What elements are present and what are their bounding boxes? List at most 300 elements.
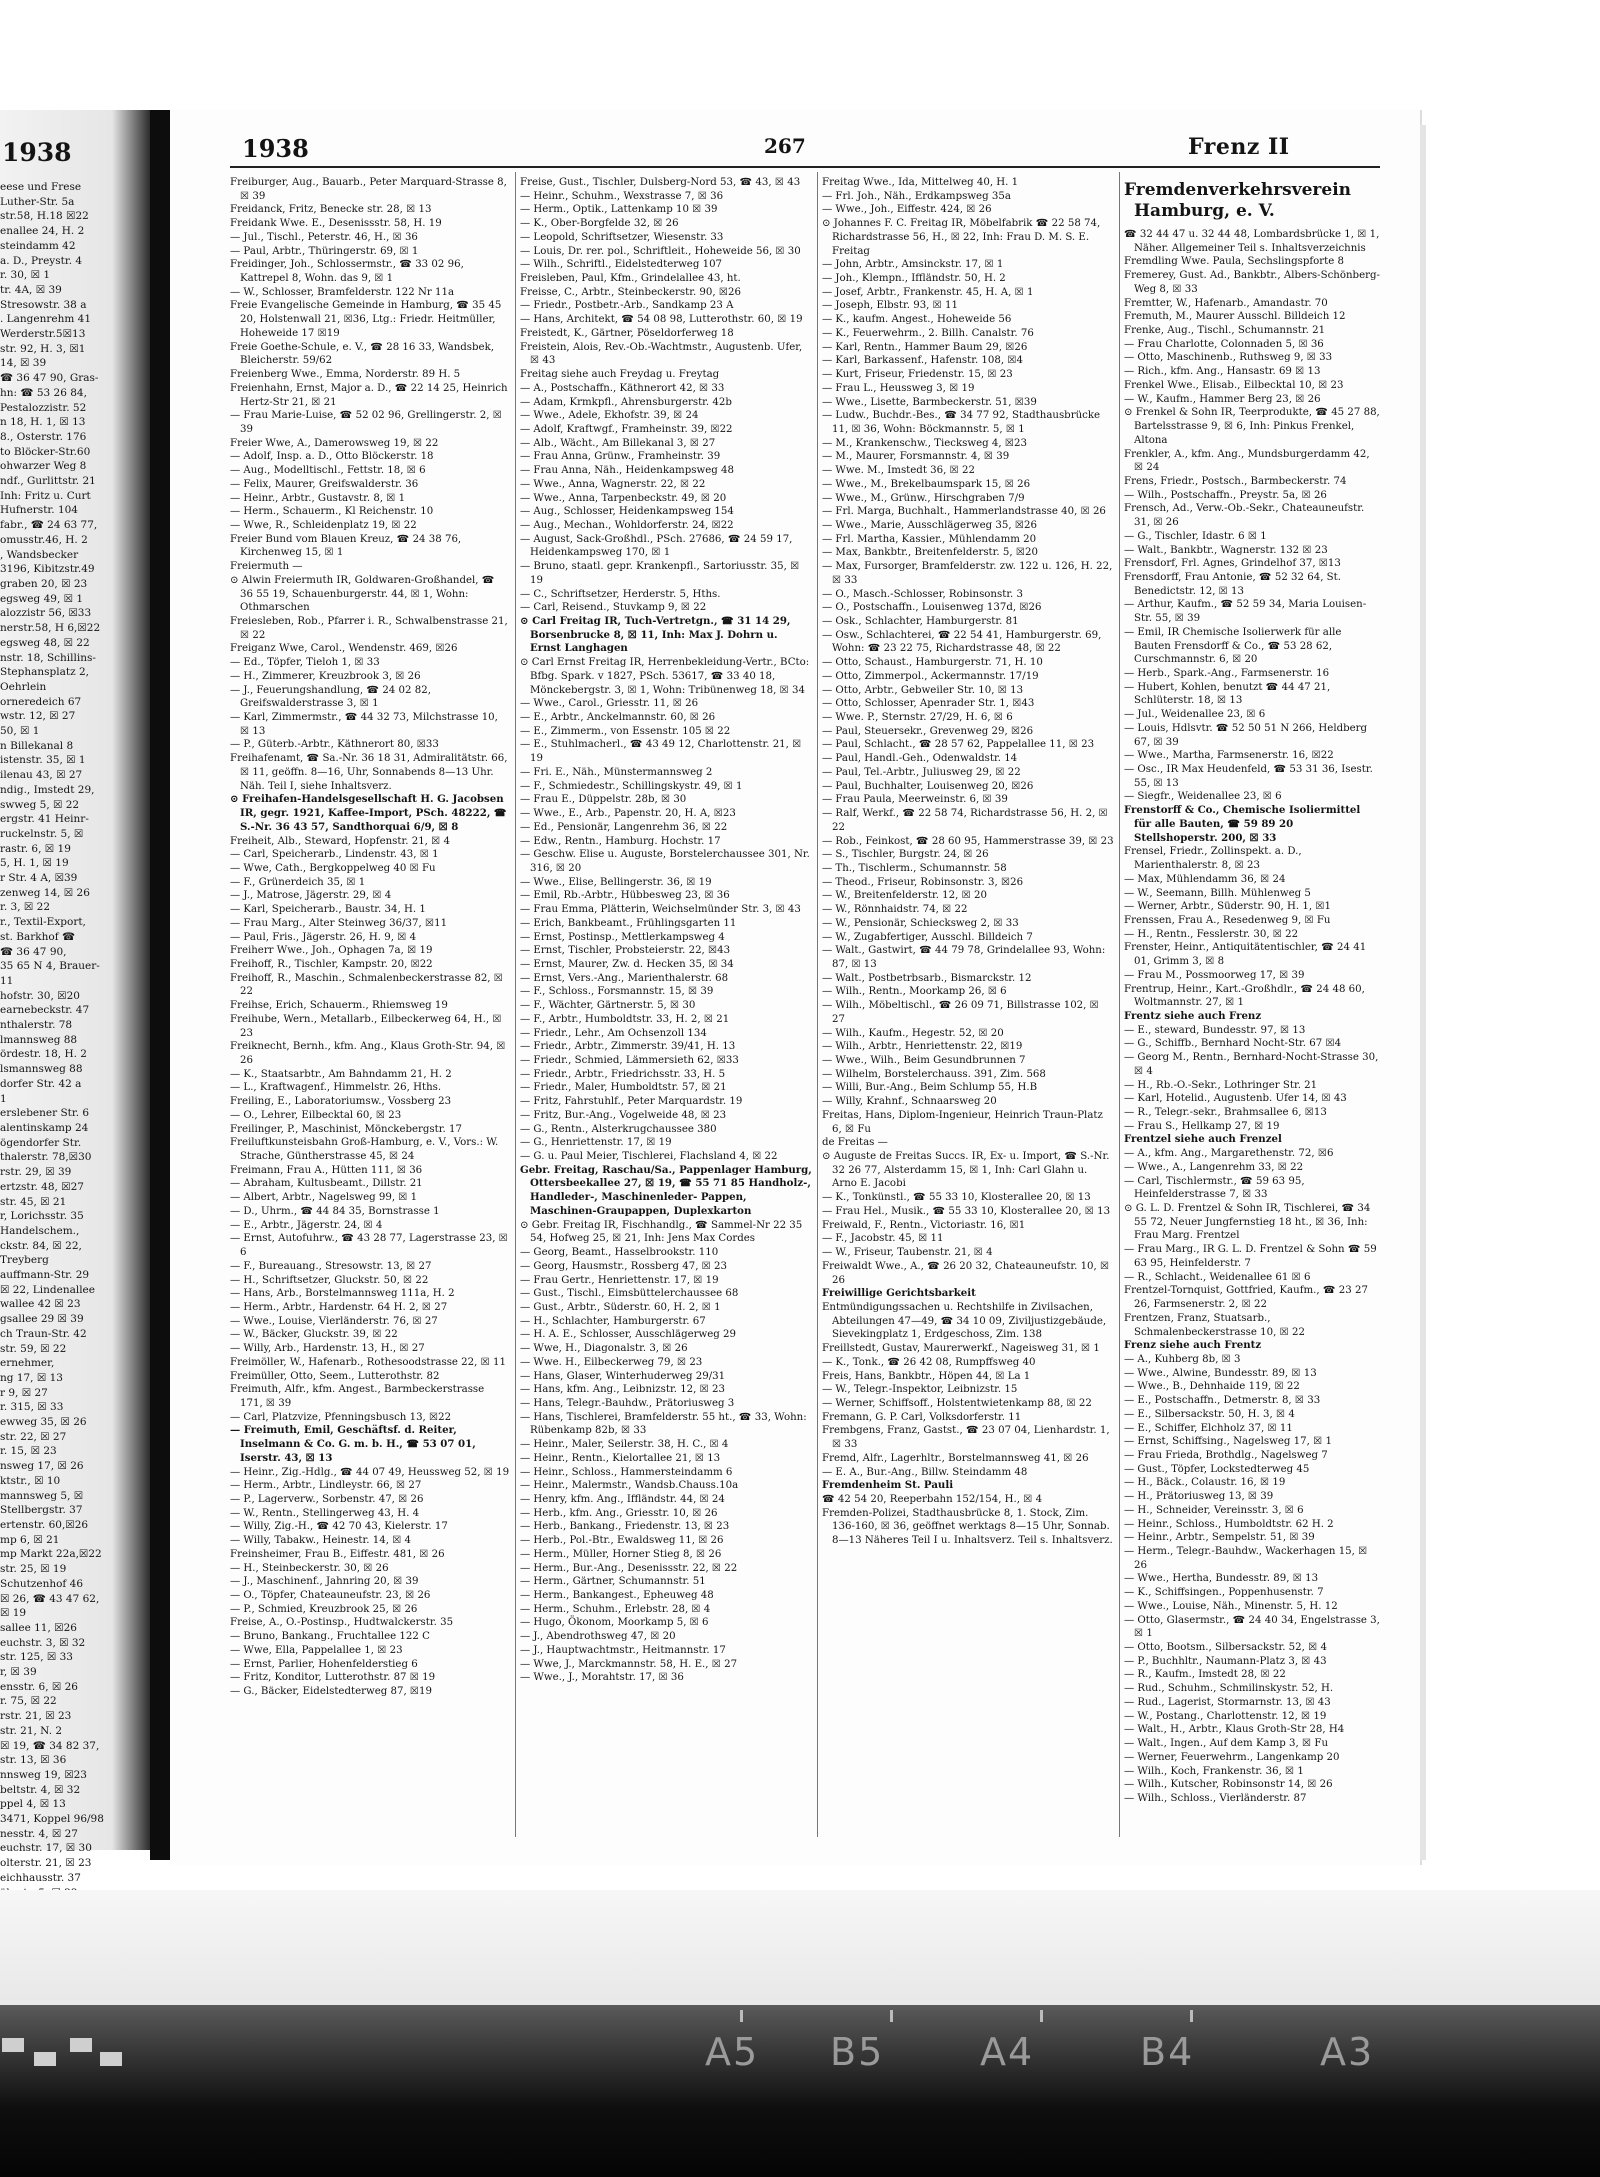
directory-entry: — Louis, Hdlsvtr. ☎ 52 50 51 N 266, Heldberg 67, ☒ 39 (1124, 722, 1368, 748)
directory-entry: Freise, A., O.-Postinsp., Hudtwalckerstr. 35 (230, 1617, 454, 1629)
directory-entry: — Hans, Tischlerei, Bramfelderstr. 55 ht., ☎ 33, Wohn: Rübenkamp 82b, ☒ 33 (520, 1411, 807, 1437)
directory-entry: Freimuth, Alfr., kfm. Angest., Barmbeckerstrasse 171, ☒ 39 (230, 1384, 485, 1409)
directory-entry: Fremd, Alfr., Lagerhltr., Borstelmannsweg 41, ☒ 26 (822, 1452, 1089, 1464)
left-page-line: str. 13, ☒ 36 (0, 1754, 67, 1767)
directory-entry: — Max, Mühlendamm 36, ☒ 24 (1124, 873, 1286, 885)
left-page-line: 11 (0, 974, 14, 987)
directory-entry: — H., Prätoriusweg 13, ☒ 39 (1124, 1491, 1274, 1503)
directory-entry: — Josef, Arbtr., Frankenstr. 45, H. A, ☒ 1 (822, 286, 1034, 298)
left-page-line: graben 20, ☒ 23 (0, 577, 88, 590)
directory-entry: Freidanck, Fritz, Benecke str. 28, ☒ 13 (230, 204, 432, 216)
left-page-line: lmannsweg 88 (0, 1033, 78, 1046)
directory-entry: — E., steward, Bundesstr. 97, ☒ 13 (1124, 1024, 1306, 1036)
left-page-line: Hufnerstr. 104 (0, 504, 78, 517)
column-divider (515, 172, 516, 1837)
directory-entry: — Herb., Spark.-Ang., Farmsenerstr. 16 (1124, 668, 1330, 679)
directory-entry: — G., Schiffb., Bernhard Nocht-Str. 67 ☒4 (1124, 1038, 1342, 1050)
directory-entry: Freienhahn, Ernst, Major a. D., ☎ 22 14 25, Heinrich Hertz-Str 21, ☒ 21 (230, 382, 508, 408)
directory-entry: ☎ 32 44 47 u. 32 44 48, Lombardsbrücke 1, ☒ 1, Näher. Allgemeiner Teil s. Inhaltsverzeichnis (1124, 229, 1380, 254)
page-year: 1938 (242, 134, 309, 163)
left-page-line: ppel 4, ☒ 13 (0, 1798, 66, 1811)
directory-entry: Freiling, E., Laboratoriumsw., Vossberg 23 (230, 1096, 452, 1108)
directory-entry: — Hubert, Kohlen, benutzt ☎ 44 47 21, Schlüterstr. 18, ☒ 13 (1124, 681, 1331, 707)
directory-entry: Freier Bund vom Blauen Kreuz, ☎ 24 38 76, Kirchenweg 15, ☒ 1 (230, 533, 462, 559)
directory-entry: Freisleben, Paul, Kfm., Grindelallee 43, ht. (520, 273, 741, 285)
left-page-line: ernehmer, (0, 1357, 55, 1370)
directory-entry: Frenkel Wwe., Elisab., Eilbecktal 10, ☒ 23 (1124, 379, 1344, 391)
directory-entry: — Otto, Arbtr., Gebweiler Str. 10, ☒ 13 (822, 684, 1024, 696)
directory-entry: — P., Buchhltr., Naumann-Platz 3, ☒ 43 (1124, 1655, 1327, 1667)
directory-entry: Freiwillige Gerichtsbarkeit (822, 1287, 976, 1300)
directory-entry: — Ernst, Autofuhrw., ☎ 43 28 77, Lagerstrasse 23, ☒ 6 (230, 1233, 508, 1259)
directory-entry: — Walt., Ingen., Auf dem Kamp 3, ☒ Fu (1124, 1738, 1329, 1750)
directory-entry: Freihube, Wern., Metallarb., Eilbeckerweg 64, H., ☒ 23 (230, 1013, 502, 1039)
directory-entry: — Paul, Steuersekr., Grevenweg 29, ☒26 (822, 725, 1034, 737)
left-page-line: rstr. 29, ☒ 39 (0, 1166, 72, 1179)
directory-entry: — Paul, Tel.-Arbtr., Juliusweg 29, ☒ 22 (822, 766, 1021, 778)
left-page-line: Schutzenhof 46 (0, 1577, 83, 1590)
directory-entry: — W., Schlosser, Bramfelderstr. 122 Nr 11a (230, 286, 455, 298)
left-page-line: orneredeich 67 (0, 695, 82, 708)
left-page-line: gsallee 29 ☒ 39 (0, 1313, 84, 1326)
directory-entry: — Otto, Bootsm., Silbersackstr. 52, ☒ 4 (1124, 1642, 1327, 1654)
left-page-line: thalerstr. 78,☒30 (0, 1151, 92, 1164)
directory-entry: — O., Postschaffn., Louisenweg 137d, ☒26 (822, 602, 1042, 614)
directory-entry: — Heinr., Rentn., Kielortallee 21, ☒ 13 (520, 1452, 721, 1464)
directory-entry: — K., Tonkünstl., ☎ 55 33 10, Klosterallee 20, ☒ 13 (822, 1192, 1091, 1204)
directory-entry: — Adolf, Kraftwgf., Framheinstr. 39, ☒22 (520, 423, 733, 435)
directory-entry: — Wwe., Alwine, Bundesstr. 89, ☒ 13 (1124, 1367, 1317, 1379)
left-page-line: Stresowstr. 38 a (0, 298, 87, 311)
directory-entry: — K., Staatsarbtr., Am Bahndamm 21, H. 2 (230, 1068, 452, 1080)
left-page-line: r., Textil-Export, (0, 916, 86, 929)
directory-entry: — Heinr., Schloss., Hammersteindamm 6 (520, 1466, 733, 1478)
directory-entry: — Henry, kfm. Ang., Iffländstr. 44, ☒ 24 (520, 1494, 725, 1505)
directory-entry: — Heinr., Arbtr., Sempelstr. 51, ☒ 39 (1124, 1532, 1315, 1544)
directory-entry: — Friedr., Schmied, Lämmersieth 62, ☒33 (520, 1055, 739, 1066)
directory-entry: — Herm., Schauerm., Kl Reichenstr. 10 (230, 506, 434, 518)
directory-entry: — Herm., Telegr.-Bauhdw., Wackerhagen 15, ☒ 26 (1124, 1546, 1368, 1571)
directory-entry: — Friedr., Arbtr., Friedrichsstr. 33, H. 5 (520, 1068, 726, 1080)
directory-entry: — Carl, Tischlermstr., ☎ 59 63 95, Heinfelderstrasse 7, ☒ 33 (1124, 1175, 1305, 1201)
directory-entry: — Herm., Optik., Lattenkamp 10 ☒ 39 (520, 204, 718, 216)
directory-entry: Freimöller, W., Hafenarb., Rothesoodstrasse 22, ☒ 11 (230, 1356, 506, 1368)
directory-entry: — Otto, Maschinenb., Ruthsweg 9, ☒ 33 (1124, 352, 1333, 364)
directory-entry: — Frau Gertr., Henriettenstr. 17, ☒ 19 (520, 1274, 719, 1286)
directory-entry: — Willy, Arb., Hardenstr. 13, H., ☒ 27 (230, 1343, 425, 1355)
directory-entry: — K., kaufm. Angest., Hoheweide 56 (822, 314, 1012, 326)
left-page-line: nsweg 17, ☒ 26 (0, 1460, 84, 1473)
left-page-line: n Billekanal 8 (0, 739, 74, 752)
directory-entry: Freiganz Wwe, Carol., Wendenstr. 469, ☒26 (230, 643, 458, 655)
directory-entry: — F., Bureauang., Stresowstr. 13, ☒ 27 (230, 1260, 432, 1272)
left-page-line: ☒ 22, Lindenallee (0, 1283, 95, 1296)
directory-entry: — Frau M., Possmoorweg 17, ☒ 39 (1124, 969, 1305, 981)
left-page-line: wallee 42 ☒ 23 (0, 1298, 81, 1311)
left-page-line: mp Markt 22a,☒22 (0, 1548, 102, 1561)
left-page-line: 35 65 N 4, Brauer- (0, 960, 100, 973)
directory-entry: — Frau Hel., Musik., ☎ 55 33 10, Klosterallee 20, ☒ 13 (822, 1205, 1111, 1217)
directory-entry: Fremerey, Gust. Ad., Bankbtr., Albers-Schönberg-Weg 8, ☒ 33 (1124, 270, 1380, 295)
directory-entry: — F., Wächter, Gärtnerstr. 5, ☒ 30 (520, 1000, 696, 1012)
directory-entry: — Joseph, Elbstr. 93, ☒ 11 (822, 300, 958, 312)
left-page-line: hofstr. 30, ☒20 (0, 989, 80, 1002)
left-page-line: Inh: Fritz u. Curt (0, 489, 91, 502)
left-page-line: alozzistr 56, ☒33 (0, 607, 92, 620)
directory-entry: — P., Lagerverw., Sorbenstr. 47, ☒ 26 (230, 1494, 424, 1505)
directory-entry: — Wilh., Rentn., Moorkamp 26, ☒ 6 (822, 986, 1007, 998)
directory-entry: ⊙ Alwin Freiermuth IR, Goldwaren-Großhandel, ☎ 36 55 19, Schauenburgerstr. 44, ☒ 1, Wohn: Othmarschen (230, 574, 495, 614)
directory-entry: — F., Arbtr., Humboldtstr. 33, H. 2, ☒ 21 (520, 1013, 730, 1025)
left-page-line: ndig., Imstedt 29, (0, 783, 95, 796)
directory-entry: — Herm., Müller, Horner Stieg 8, ☒ 26 (520, 1548, 722, 1560)
directory-entry: — Karl, Barkassenf., Hafenstr. 108, ☒4 (822, 355, 1023, 367)
left-page-line: ng 17, ☒ 13 (0, 1371, 63, 1384)
directory-entry: — Wwe., Lisette, Barmbeckerstr. 51, ☒39 (822, 396, 1037, 408)
directory-entry: — W., Rönnhaidstr. 74, ☒ 22 (822, 904, 968, 916)
directory-entry: — Hans, Arb., Borstelmannsweg 111a, H. 2 (230, 1288, 455, 1300)
directory-entry: — Georg, Hausmstr., Rossberg 47, ☒ 23 (520, 1260, 728, 1272)
directory-entry: — Alb., Wächt., Am Billekanal 3, ☒ 27 (520, 437, 716, 449)
left-page-line: r Str. 4 A, ☒39 (0, 872, 78, 885)
directory-entry: — Wwe., Carol., Griesstr. 11, ☒ 26 (520, 698, 699, 710)
left-page-line: nerstr.58, H 6,☒22 (0, 622, 101, 635)
left-page-line: Handelschem., (0, 1224, 80, 1237)
left-page-lines (0, 180, 150, 1900)
directory-entry: — Wilh., Schloss., Vierländerstr. 87 (1124, 1792, 1307, 1804)
directory-entry: — Willy, Zig.-H., ☎ 42 70 43, Kielerstr. 17 (230, 1521, 448, 1533)
directory-entry: — Karl, Speicherarb., Baustr. 34, H. 1 (230, 904, 426, 916)
directory-entry: ⊙ Johannes F. C. Freitag IR, Möbelfabrik ☎ 22 58 74, Richardstrasse 56, H., ☒ 22, Inh: Frau D. M. S. E. Freitag (822, 218, 1101, 257)
directory-entry: Freistedt, K., Gärtner, Pöseldorferweg 18 (520, 327, 734, 339)
left-page-line: auffmann-Str. 29 (0, 1269, 90, 1282)
directory-entry: — Osw., Schlachterei, ☎ 22 54 41, Hamburgerstr. 69, Wohn: ☎ 23 22 75, Richardstrasse 48, ☒ 22 (822, 629, 1102, 655)
left-page-year: 1938 (2, 138, 72, 167)
left-page-line: str. 92, H. 3, ☒1 (0, 342, 86, 355)
directory-entry: Frenz siehe auch Frentz (1124, 1339, 1262, 1352)
directory-entry: — Otto, Schaust., Hamburgerstr. 71, H. 10 (822, 657, 1043, 669)
scale-label: A3 (1320, 2030, 1375, 2074)
left-page-line: st. Barkhof ☎ (0, 930, 76, 943)
directory-entry: — Albert, Arbtr., Nagelsweg 99, ☒ 1 (230, 1192, 418, 1204)
directory-entry: — Walt., Bankbtr., Wagnerstr. 132 ☒ 23 (1124, 544, 1328, 556)
directory-entry: Frensch, Ad., Verw.-Ob.-Sekr., Chateauneufstr. 31, ☒ 26 (1124, 503, 1365, 529)
directory-entry: — E., Arbtr., Anckelmannstr. 60, ☒ 26 (520, 712, 716, 724)
directory-entry: — F., Schmiedestr., Schillingskystr. 49, ☒ 1 (520, 780, 743, 792)
directory-entry: — Kurt, Friseur, Friedenstr. 15, ☒ 23 (822, 369, 1013, 381)
left-page-line: to Blöcker-Str.60 (0, 445, 91, 458)
directory-entry: — Otto, Zimmerpol., Ackermannstr. 17/19 (822, 670, 1039, 682)
directory-entry: — Wwe, R., Schleidenplatz 19, ☒ 22 (230, 519, 417, 531)
directory-entry: — Rud., Lagerist, Stormarnstr. 13, ☒ 43 (1124, 1696, 1331, 1708)
left-page-line: r. 75, ☒ 22 (0, 1695, 57, 1708)
directory-entry: — W., Zugabfertiger, Ausschl. Billdeich 7 (822, 931, 1033, 943)
left-page-line: 3471, Koppel 96/98 (0, 1813, 104, 1826)
directory-entry: — Wwe., B., Dehnhaide 119, ☒ 22 (1124, 1381, 1300, 1393)
left-page-line: istenstr. 35, ☒ 1 (0, 754, 86, 767)
left-page-line: r. 30, ☒ 1 (0, 269, 51, 282)
directory-entry: — R., Schlacht., Weidenallee 61 ☒ 6 (1124, 1271, 1311, 1283)
directory-entry: — Frau Anna, Näh., Heidenkampsweg 48 (520, 465, 734, 477)
directory-entry: Freisse, C., Arbtr., Steinbeckerstr. 90, ☒26 (520, 286, 741, 298)
directory-entry: — Wwe., Louise, Vierländerstr. 76, ☒ 27 (230, 1315, 438, 1327)
directory-entry: — Heinr., Schloss., Humboldtstr. 62 H. 2 (1124, 1518, 1334, 1530)
directory-entry: — K., Ober-Borgfelde 32, ☒ 26 (520, 218, 679, 230)
section-heading: Fremdenverkehrsverein Hamburg, e. V. (1124, 180, 1352, 221)
directory-entry: — Siegfr., Weidenallee 23, ☒ 6 (1124, 791, 1282, 803)
directory-entry: — Herm., Gärtner, Schumannstr. 51 (520, 1576, 706, 1588)
left-page-line: Stephansplatz 2, (0, 666, 89, 679)
left-page-line: ckstr. 84, ☒ 22, (0, 1239, 82, 1252)
directory-entry: — O., Töpfer, Chateauneufstr. 23, ☒ 26 (230, 1590, 431, 1602)
directory-entry: Freitag siehe auch Freydag u. Freytag (520, 369, 720, 381)
directory-entry: — Hans, Telegr.-Bauhdw., Prätoriusweg 3 (520, 1397, 735, 1409)
directory-entry: — Heinr., Maler, Seilerstr. 38, H. C., ☒ 4 (520, 1439, 729, 1451)
left-page-line: nesstr. 4, ☒ 27 (0, 1827, 78, 1840)
directory-entry: — Adam, Krmkpfl., Ahrensburgerstr. 42b (520, 396, 732, 408)
directory-entry: — Fritz, Fahrstuhlf., Peter Marquardstr. 19 (520, 1096, 743, 1108)
directory-entry: — Frau Paula, Meerweinstr. 6, ☒ 39 (822, 794, 1008, 806)
directory-entry: — August, Sack-Großhdl., PSch. 27686, ☎ 24 59 17, Heidenkampsweg 170, ☒ 1 (520, 533, 793, 559)
left-page-line: alentinskamp 24 (0, 1122, 89, 1134)
left-page-line: ewweg 35, ☒ 26 (0, 1416, 87, 1429)
directory-entry: — Paul, Arbtr., Thüringerstr. 69, ☒ 1 (230, 245, 419, 257)
directory-entry: Freie Evangelische Gemeinde in Hamburg, ☎ 35 45 20, Holstenwall 21, ☒36, Ltg.: Friedr. Heitmüller, Hoheweide 17 ☒19 (230, 300, 502, 339)
left-page-line: euchstr. 3, ☒ 32 (0, 1636, 86, 1649)
directory-entry: — Wilh., Koch, Frankenstr. 36, ☒ 1 (1124, 1765, 1304, 1777)
left-page-line: beltstr. 4, ☒ 32 (0, 1783, 81, 1796)
directory-entry: — G., Bäcker, Eidelstedterweg 87, ☒19 (230, 1686, 433, 1698)
directory-entry: — Wwe. M., Imstedt 36, ☒ 22 (822, 465, 975, 477)
directory-entry: — Osk., Schlachter, Hamburgerstr. 81 (822, 616, 1019, 627)
left-page-line: ensstr. 6, ☒ 26 (0, 1680, 78, 1693)
directory-entry: ⊙ Carl Ernst Freitag IR, Herrenbekleidung-Vertr., BCto: Bfbg. Spark. v 1827, PSch. 53617, ☎ 33 40 18, Mönckebergstr. 3, ☒ 1, Wohn: Tribünenweg 18, ☒ 34 (520, 657, 810, 696)
left-page-line: r 9, ☒ 27 (0, 1386, 48, 1399)
directory-entry: — P., Schmied, Kreuzbrook 25, ☒ 26 (230, 1603, 418, 1615)
directory-entry: — G. u. Paul Meier, Tischlerei, Flachsland 4, ☒ 22 (520, 1151, 778, 1163)
directory-entry: ⊙ G. L. D. Frentzel & Sohn IR, Tischlerei, ☎ 34 55 72, Neuer Jungfernstieg 18 ht., ☒ 36, Inh: Frau Marg. Frentzel (1124, 1203, 1371, 1242)
directory-entry: Freiesleben, Rob., Pfarrer i. R., Schwalbenstrasse 21, ☒ 22 (230, 616, 508, 641)
directory-entry: Fremann, G. P. Carl, Volksdorferstr. 11 (822, 1411, 1022, 1423)
directory-entry: — Wwe., J., Morahtstr. 17, ☒ 36 (520, 1672, 684, 1684)
directory-entry: Fremdenheim St. Pauli (822, 1479, 954, 1492)
left-page-line: egsweg 49, ☒ 1 (0, 592, 84, 605)
directory-entry: Freis, Hans, Bankbtr., Höpen 44, ☒ La 1 (822, 1370, 1031, 1382)
directory-entry: — Frl. Marga, Buchhalt., Hammerlandstrasse 40, ☒ 26 (822, 506, 1106, 518)
directory-entry: — Theod., Friseur, Robinsonstr. 3, ☒26 (822, 876, 1024, 888)
directory-entry: — W., Bäcker, Gluckstr. 39, ☒ 22 (230, 1329, 398, 1341)
directory-entry: — Wwe., Wilh., Beim Gesundbrunnen 7 (822, 1055, 1026, 1066)
directory-entry: — Hans, Architekt, ☎ 54 08 98, Lutterothstr. 60, ☒ 19 (520, 314, 803, 326)
directory-entry: Freistein, Alois, Rev.-Ob.-Wachtmstr., Augustenb. Ufer, ☒ 43 (520, 341, 803, 367)
directory-entry: — Heinr., Zig.-Hdlg., ☎ 44 07 49, Heussweg 52, ☒ 19 (230, 1466, 510, 1478)
directory-entry: — W., Kaufm., Hammer Berg 23, ☒ 26 (1124, 393, 1321, 405)
directory-entry: Freiwald, F., Rentn., Victoriastr. 16, ☒1 (822, 1219, 1026, 1231)
directory-entry: — W., Breitenfelderstr. 12, ☒ 20 (822, 890, 987, 902)
left-page-line: olterstr. 21, ☒ 23 (0, 1857, 92, 1870)
directory-entry: Freiherr Wwe., Joh., Ophagen 7a, ☒ 19 (230, 945, 433, 957)
column-divider (817, 172, 818, 1837)
left-page-line: egsweg 48, ☒ 22 (0, 636, 90, 649)
left-page-line: r. 3, ☒ 22 (0, 901, 51, 914)
directory-entry: — Fri. E., Näh., Münstermannsweg 2 (520, 766, 713, 778)
directory-entry: Frembgens, Franz, Gastst., ☎ 23 07 04, Lienhardstr. 1, ☒ 33 (822, 1425, 1110, 1451)
directory-entry: — John, Arbtr., Amsinckstr. 17, ☒ 1 (822, 259, 1004, 271)
directory-entry: — Herm., Schuhm., Erlebstr. 28, ☒ 4 (520, 1603, 711, 1615)
directory-entry: — Ernst, Schiffsing., Nagelsweg 17, ☒ 1 (1124, 1436, 1332, 1448)
left-page-line: ertenstr. 60,☒26 (0, 1518, 89, 1531)
directory-entry: — Frau E., Düppelstr. 28b, ☒ 30 (520, 794, 687, 806)
directory-entry: Freihoff, R., Tischler, Kampstr. 20, ☒22 (230, 958, 433, 970)
directory-entry: — Wwe., Adele, Ekhofstr. 39, ☒ 24 (520, 410, 699, 422)
directory-entry: — Ernst, Parlier, Hohenfelderstieg 6 (230, 1658, 418, 1670)
directory-entry: — Werner, Feuerwehrm., Langenkamp 20 (1124, 1751, 1340, 1763)
directory-entry: — Ed., Töpfer, Tieloh 1, ☒ 33 (230, 657, 380, 669)
left-page-line: ruckelnstr. 5, ☒ (0, 827, 84, 840)
left-page-line: rstr. 21, ☒ 23 (0, 1710, 72, 1723)
directory-entry: ☎ 42 54 20, Reeperbahn 152/154, H., ☒ 4 (822, 1494, 1043, 1505)
directory-entry: — Walt., H., Arbtr., Klaus Groth-Str 28, H4 (1124, 1724, 1345, 1736)
left-page-line: 1 (0, 1092, 7, 1105)
directory-entry: — R., Kaufm., Imstedt 28, ☒ 22 (1124, 1669, 1286, 1681)
directory-entry: ⊙ Carl Freitag IR, Tuch-Vertretgn., ☎ 31 14 29, Borsenbrucke 8, ☒ 11, Inh: Max J. Dohrn u. Ernst Langhagen (520, 615, 791, 655)
directory-entry: — Leopold, Schriftsetzer, Wiesenstr. 33 (520, 231, 724, 243)
directory-entry: — H., Schneider, Vereinsstr. 3, ☒ 6 (1124, 1504, 1304, 1516)
directory-entry: Frensel, Friedr., Zollinspekt. a. D., Marienthalerstr. 8, ☒ 23 (1124, 846, 1302, 872)
directory-entry: — Ralf, Werkf., ☎ 22 58 74, Richardstrasse 56, H. 2, ☒ 22 (822, 808, 1108, 833)
directory-entry: — Herm., Bur.-Ang., Desenissstr. 22, ☒ 22 (520, 1562, 738, 1574)
directory-entry: — A., Kuhberg 8b, ☒ 3 (1124, 1353, 1241, 1365)
directory-entry: — Frau L., Heussweg 3, ☒ 19 (822, 382, 975, 394)
left-page-line: mannsweg 5, ☒ (0, 1489, 84, 1502)
directory-entry: Freienberg Wwe., Emma, Norderstr. 89 H. 5 (230, 369, 461, 381)
directory-entry: — Th., Tischlerm., Schumannstr. 58 (822, 862, 1007, 874)
directory-entry: — Wwe, J., Marckmannstr. 58, H. E., ☒ 27 (520, 1658, 738, 1670)
directory-page (170, 110, 1420, 1865)
directory-entry: Freiheit, Alb., Steward, Hopfenstr. 21, ☒ 4 (230, 835, 450, 847)
directory-entry: — Gust., Arbtr., Süderstr. 60, H. 2, ☒ 1 (520, 1301, 721, 1313)
directory-entry: Entmündigungssachen u. Rechtshilfe in Zivilsachen, Abteilungen 47—49, ☎ 34 10 09, Ziviljustizgebäude, Sievekingplatz 1, Erdgeschoss, Zim. 138 (822, 1301, 1107, 1341)
left-page-line: 5, H. 1, ☒ 19 (0, 857, 69, 870)
left-page-line: nstr. 18, Schillins- (0, 651, 96, 664)
directory-entry: — J., Abendrothsweg 47, ☒ 20 (520, 1631, 676, 1643)
directory-entry: — Wwe, H., Diagonalstr. 3, ☒ 26 (520, 1343, 688, 1355)
directory-entry: — Friedr., Lehr., Am Ochsenzoll 134 (520, 1027, 707, 1039)
directory-entry: — Wilhelm, Borstelerchauss. 391, Zim. 568 (822, 1068, 1046, 1080)
directory-entry: Frenster, Heinr., Antiquitätentischler, ☎ 24 41 01, Grimm 3, ☒ 8 (1124, 942, 1367, 968)
directory-entry: — Bruno, staatl. gepr. Krankenpfl., Sartoriusstr. 35, ☒ 19 (520, 561, 800, 586)
directory-entry: — Wwe., Hertha, Bundesstr. 89, ☒ 13 (1124, 1573, 1319, 1585)
directory-entry: — W., Postang., Charlottenstr. 12, ☒ 19 (1124, 1710, 1327, 1722)
directory-entry: — Wwe., A., Langenrehm 33, ☒ 22 (1124, 1161, 1304, 1173)
left-page-line: sallee 11, ☒26 (0, 1621, 77, 1634)
directory-entry: — R., Telegr.-sekr., Brahmsallee 6, ☒13 (1124, 1107, 1327, 1118)
directory-entry: — G., Tischler, Idastr. 6 ☒ 1 (1124, 530, 1267, 542)
directory-entry: — K., Schiffsingen., Poppenhusenstr. 7 (1124, 1587, 1324, 1599)
directory-entry: — Carl, Speicherarb., Lindenstr. 43, ☒ 1 (230, 849, 439, 861)
directory-entry: — Ernst, Postinsp., Mettlerkampsweg 4 (520, 931, 725, 943)
directory-entry: — J., Matrose, Jägerstr. 29, ☒ 4 (230, 890, 392, 902)
left-page-line: ktstr., ☒ 10 (0, 1474, 61, 1487)
directory-entry: — Frau Charlotte, Colonnaden 5, ☒ 36 (1124, 338, 1324, 350)
left-page-line: Pestalozzistr. 52 (0, 401, 87, 414)
left-page-line: ertzstr. 48, ☒27 (0, 1180, 84, 1193)
directory-entry: — Wilh., Kaufm., Hegestr. 52, ☒ 20 (822, 1027, 1004, 1039)
column-1 (230, 176, 510, 1836)
directory-entry: — Felix, Maurer, Greifswalderstr. 36 (230, 478, 419, 490)
directory-entry: — Otto, Glasermstr., ☎ 24 40 34, Engelstrasse 3, ☒ 1 (1124, 1614, 1380, 1640)
directory-entry: — A., kfm. Ang., Margarethenstr. 72, ☒6 (1124, 1148, 1334, 1160)
left-page-line: fabr., ☎ 24 63 77, (0, 519, 98, 532)
directory-entry: — Aug., Modelltischl., Fettstr. 18, ☒ 6 (230, 465, 426, 477)
column-4 (1124, 176, 1380, 1836)
directory-entry: — Werner, Schiffsoff., Holstentwietenkamp 88, ☒ 22 (822, 1397, 1092, 1409)
directory-entry: — Ludw., Buchdr.-Bes., ☎ 34 77 92, Stadthausbrücke 11, ☒ 36, Wohn: Böckmannstr. 5, ☒ 1 (822, 410, 1101, 435)
directory-entry: — Paul, Fris., Jägerstr. 26, H. 9, ☒ 4 (230, 931, 417, 943)
directory-entry: — Abraham, Kultusbeamt., Dillstr. 21 (230, 1178, 423, 1190)
directory-entry: — K., Feuerwehrm., 2. Billh. Canalstr. 76 (822, 327, 1034, 339)
scale-label: A5 (705, 2030, 760, 2074)
directory-entry: — Wwe. P., Sternstr. 27/29, H. 6, ☒ 6 (822, 712, 1013, 724)
left-page-line: ohwarzer Weg 8 (0, 460, 87, 473)
directory-entry: — Wwe., Joh., Eiffestr. 424, ☒ 26 (822, 204, 992, 216)
directory-entry: — Willi, Bur.-Ang., Beim Schlump 55, H.B (822, 1082, 1038, 1094)
directory-entry: — Karl, Zimmermstr., ☎ 44 32 73, Milchstrasse 10, ☒ 13 (230, 712, 498, 737)
directory-entry: — Willy, Krahnf., Schnaarsweg 20 (822, 1096, 997, 1108)
left-page-line: ☒ 26, ☎ 43 47 62, (0, 1592, 100, 1605)
directory-entry: Frenke, Aug., Tischl., Schumannstr. 21 (1124, 325, 1326, 337)
left-page-line: ördestr. 18, H. 2 (0, 1048, 87, 1061)
left-page-line: r, ☒ 39 (0, 1666, 37, 1679)
directory-entry: Freise, Gust., Tischler, Dulsberg-Nord 53, ☎ 43, ☒ 43 (520, 177, 801, 188)
column-2 (520, 176, 812, 1836)
directory-entry: — W., Telegr.-Inspektor, Leibnizstr. 15 (822, 1384, 1018, 1396)
column-3 (822, 176, 1114, 1836)
directory-entry: Frentrup, Heinr., Kart.-Großhdlr., ☎ 24 48 60, Woltmannstr. 27, ☒ 1 (1124, 983, 1365, 1009)
directory-entry: Freitas, Hans, Diplom-Ingenieur, Heinrich Traun-Platz 6, ☒ Fu (822, 1109, 1103, 1135)
left-page-line: ögendorfer Str. (0, 1136, 82, 1149)
directory-entry: Freimann, Frau A., Hütten 111, ☒ 36 (230, 1164, 423, 1176)
left-page-line: a. D., Preystr. 4 (0, 254, 83, 267)
left-page-line: 8., Osterstr. 176 (0, 430, 87, 443)
directory-entry: — M., Krankenschw., Tiecksweg 4, ☒23 (822, 437, 1027, 449)
directory-entry: Frens, Friedr., Postsch., Barmbeckerstr. 74 (1124, 475, 1347, 487)
directory-entry: — Louis, Dr. rer. pol., Schriftleit., Hoheweide 56, ☒ 30 (520, 245, 801, 257)
scale-marks (700, 2010, 1300, 2022)
directory-entry: Freillstedt, Gustav, Maurerwerkf., Nageisweg 31, ☒ 1 (822, 1343, 1100, 1355)
directory-entry: — Fritz, Bur.-Ang., Vogelweide 48, ☒ 23 (520, 1109, 727, 1121)
directory-entry: — J., Maschinenf., Jahnring 20, ☒ 39 (230, 1576, 419, 1588)
directory-entry: — Gust., Töpfer, Lockstedterweg 45 (1124, 1463, 1310, 1475)
left-page-line: r. 315, ☒ 33 (0, 1401, 64, 1414)
directory-entry: — Wilh., Kutscher, Robinsonstr 14, ☒ 26 (1124, 1779, 1333, 1791)
directory-entry: — Frl. Joh., Näh., Erdkampsweg 35a (822, 190, 1011, 202)
directory-entry: Freidank Wwe. E., Desenissstr. 58, H. 19 (230, 218, 442, 230)
left-page-line: ☒ 19 (0, 1607, 27, 1620)
directory-entry: — Rud., Schuhm., Schmilinskystr. 52, H. (1124, 1683, 1334, 1695)
perforation-dots (0, 2030, 140, 2080)
directory-entry: — E., Schiffer, Elchholz 37, ☒ 11 (1124, 1422, 1293, 1434)
directory-entry: — Emil, IR Chemische Isolierwerk für alle Bauten Frensdorff & Co., ☎ 53 28 62, Curschmannstr. 6, ☒ 20 (1124, 626, 1342, 666)
directory-entry: — Otto, Schlosser, Apenrader Str. 1, ☒43 (822, 698, 1035, 710)
directory-entry: — Frau S., Hellkamp 27, ☒ 19 (1124, 1120, 1280, 1132)
directory-entry: — Gust., Tischl., Eimsbüttelerchaussee 68 (520, 1288, 739, 1300)
directory-entry: — W., Friseur, Taubenstr. 21, ☒ 4 (822, 1247, 993, 1259)
left-page-line: r, Lorichsstr. 35 (0, 1210, 84, 1223)
directory-entry: — Ed., Pensionär, Langenrehm 36, ☒ 22 (520, 821, 728, 833)
directory-entry: — P., Güterb.-Arbtr., Käthnerort 80, ☒33 (230, 739, 439, 751)
page-keyword: Frenz II (1188, 134, 1290, 160)
